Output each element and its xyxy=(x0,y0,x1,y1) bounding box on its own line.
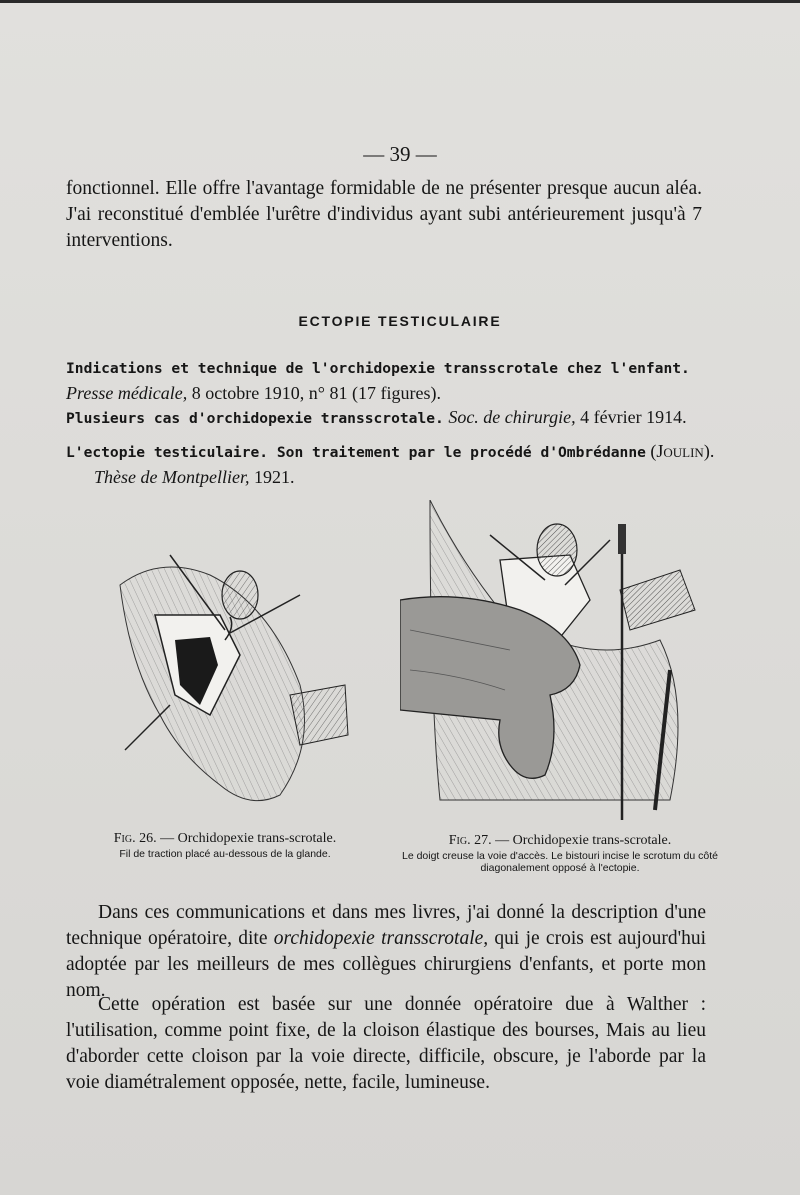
page-top-edge xyxy=(0,0,800,3)
reference-details: 8 octobre 1910, n° 81 (17 figures). xyxy=(191,383,441,403)
reference-1 xyxy=(66,355,716,405)
figure-subcaption: Le doigt creuse la voie d'accès. Le bistouri incise le scrotum du côté diagonalement opposé à l'ectopie. xyxy=(401,850,718,874)
figure-26-illustration xyxy=(100,545,360,815)
reference-journal: Presse médicale, xyxy=(66,383,188,403)
figure-label: Fig. 26. xyxy=(113,831,157,846)
section-title: ECTOPIE TESTICULAIRE xyxy=(298,313,502,329)
figure-caption-text: — Orchidopexie trans-scrotale. xyxy=(495,833,672,848)
reference-journal: Soc. de chirurgie, xyxy=(448,407,576,427)
paragraph-italic-term: orchidopexie transscrotale, xyxy=(273,928,489,949)
reference-3 xyxy=(66,439,716,489)
reference-author: (Joulin). xyxy=(650,441,715,461)
body-paragraph-2 xyxy=(66,992,706,1096)
figure-subcaption: Fil de traction placé au-dessous de la glande. xyxy=(119,848,331,860)
intro-paragraph: fonctionnel. Elle offre l'avantage formidable de ne présenter presque aucun aléa. J'ai reconstitué d'emblée l'urêtre d'individus ayant subi antérieurement jusqu'à 7 interventions. xyxy=(66,178,702,251)
paragraph-text: qui je crois est aujourd'hui adoptée par les meilleurs de mes collègues chirurgiens d'enfants, et porte mon nom. xyxy=(66,928,707,1001)
reference-title: L'ectopie testiculaire. Son traitement par le procédé d'Ombrédanne xyxy=(66,444,646,461)
reference-details: 1921. xyxy=(253,467,295,487)
figure-26-caption xyxy=(80,830,370,860)
figure-label: Fig. 27. xyxy=(448,833,492,848)
page-number: — 39 — xyxy=(363,142,437,166)
figure-27-illustration xyxy=(400,500,700,820)
paragraph-text: Dans ces communications et dans mes livres, j'ai donné la description d'une technique opératoire, dite xyxy=(66,902,706,949)
reference-journal: Thèse de Montpellier, xyxy=(94,467,250,487)
figure-27-caption xyxy=(395,832,725,874)
reference-2 xyxy=(66,405,716,431)
reference-title: Plusieurs cas d'orchidopexie transscrotale. xyxy=(66,410,444,427)
reference-title: Indications et technique de l'orchidopexie transscrotale chez l'enfant. xyxy=(66,360,690,377)
reference-details: 4 février 1914. xyxy=(580,407,687,427)
paragraph-text: Cette opération est basée sur une donnée opératoire due à Walther : l'utilisation, comme point fixe, de la cloison élastique des bourses, Mais au lieu d'aborder cette cloison par la voie directe, difficile, obscure, je l'aborde par la voie diamétralement opposée, nette, facile, lumineuse. xyxy=(66,994,706,1093)
figure-caption-text: — Orchidopexie trans-scrotale. xyxy=(160,831,337,846)
body-paragraph-1 xyxy=(66,900,706,1004)
